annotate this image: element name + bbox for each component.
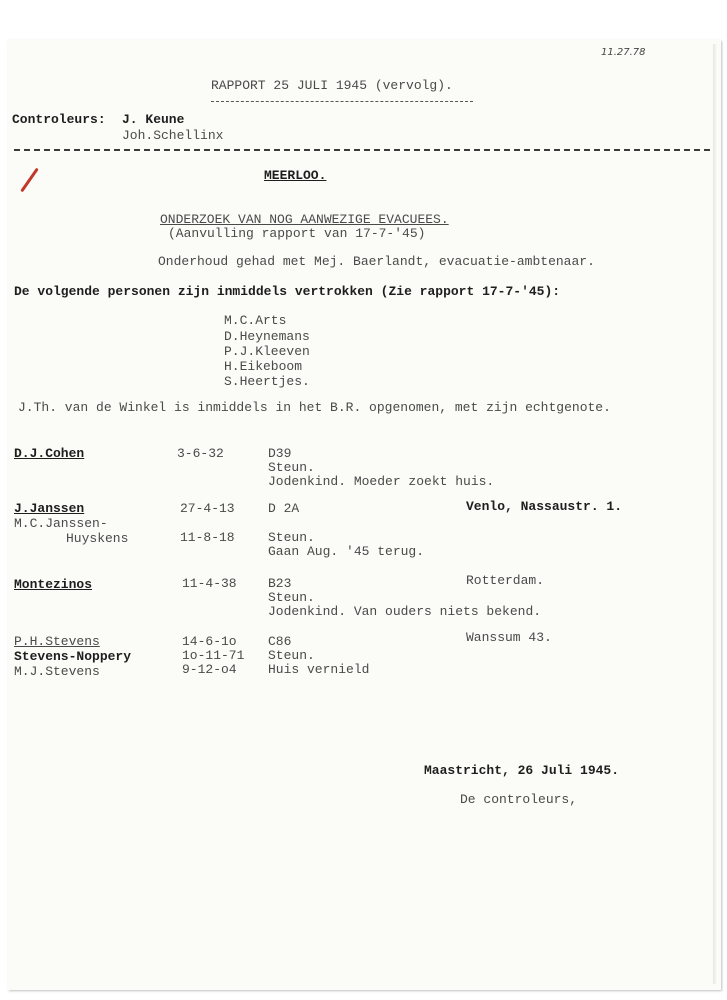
entry-note: D39 bbox=[268, 446, 292, 461]
document-sheet bbox=[8, 40, 721, 990]
departed-heading: De volgende personen zijn inmiddels vertrokken (Zie rapport 17-7-'45): bbox=[14, 284, 561, 299]
entry-note: Gaan Aug. '45 terug. bbox=[268, 544, 425, 559]
entry-name: M.C.Janssen- bbox=[14, 516, 108, 531]
subject-title: ONDERZOEK VAN NOG AANWEZIGE EVACUEES. bbox=[160, 212, 449, 227]
entry-note: Steun. bbox=[268, 460, 315, 475]
entry-date: 11-4-38 bbox=[182, 576, 237, 591]
entry-note: C86 bbox=[268, 634, 292, 649]
header-separator bbox=[14, 149, 710, 151]
entry-date: 11-8-18 bbox=[180, 530, 235, 545]
entry-note: Steun. bbox=[268, 530, 315, 545]
departed-name: M.C.Arts bbox=[224, 313, 287, 328]
place-date: Maastricht, 26 Juli 1945. bbox=[424, 763, 620, 778]
controleurs-label: Controleurs: bbox=[12, 112, 106, 127]
entry-date: 9-12-o4 bbox=[182, 662, 237, 677]
entry-note: Steun. bbox=[268, 648, 315, 663]
entry-note: D 2A bbox=[268, 501, 300, 516]
departed-name: P.J.Kleeven bbox=[224, 344, 310, 359]
admitted-line: J.Th. van de Winkel is inmiddels in het B.R. opgenomen, met zijn echtgenote. bbox=[18, 400, 611, 415]
signature-line: De controleurs, bbox=[460, 792, 578, 807]
entry-address: Venlo, Nassaustr. 1. bbox=[466, 499, 623, 514]
report-title: RAPPORT 25 JULI 1945 (vervolg). bbox=[211, 78, 453, 93]
intro-line: Onderhoud gehad met Mej. Baerlandt, evacuatie-ambtenaar. bbox=[158, 254, 595, 269]
entry-date: 1o-11-71 bbox=[182, 648, 245, 663]
entry-name: Stevens-Noppery bbox=[14, 649, 132, 664]
entry-note: Jodenkind. Van ouders niets bekend. bbox=[268, 604, 542, 619]
place-heading: MEERLOO. bbox=[264, 168, 327, 183]
entry-name: Montezinos bbox=[14, 577, 93, 592]
entry-name: M.J.Stevens bbox=[14, 664, 100, 679]
departed-name: S.Heertjes. bbox=[224, 374, 310, 389]
paper-edge bbox=[713, 44, 718, 984]
entry-date: 27-4-13 bbox=[180, 501, 235, 516]
entry-note: Steun. bbox=[268, 590, 315, 605]
entry-name: D.J.Cohen bbox=[14, 446, 85, 461]
subject-subtitle: (Aanvulling rapport van 17-7-'45) bbox=[168, 226, 426, 241]
entry-note: B23 bbox=[268, 576, 292, 591]
title-underline bbox=[211, 101, 473, 102]
archive-number: 11.27.78 bbox=[601, 47, 646, 58]
entry-name: J.Janssen bbox=[14, 501, 85, 516]
entry-note: Huis vernield bbox=[268, 662, 370, 677]
entry-date: 14-6-1o bbox=[182, 634, 237, 649]
entry-name: P.H.Stevens bbox=[14, 634, 100, 649]
entry-address: Rotterdam. bbox=[466, 573, 545, 588]
entry-name: Huyskens bbox=[66, 531, 129, 546]
entry-address: Wanssum 43. bbox=[466, 630, 552, 645]
departed-name: H.Eikeboom bbox=[224, 359, 303, 374]
controleur-2: Joh.Schellinx bbox=[122, 128, 224, 143]
entry-note: Jodenkind. Moeder zoekt huis. bbox=[268, 474, 495, 489]
departed-name: D.Heynemans bbox=[224, 329, 310, 344]
entry-date: 3-6-32 bbox=[177, 446, 224, 461]
controleur-1: J. Keune bbox=[122, 112, 185, 127]
